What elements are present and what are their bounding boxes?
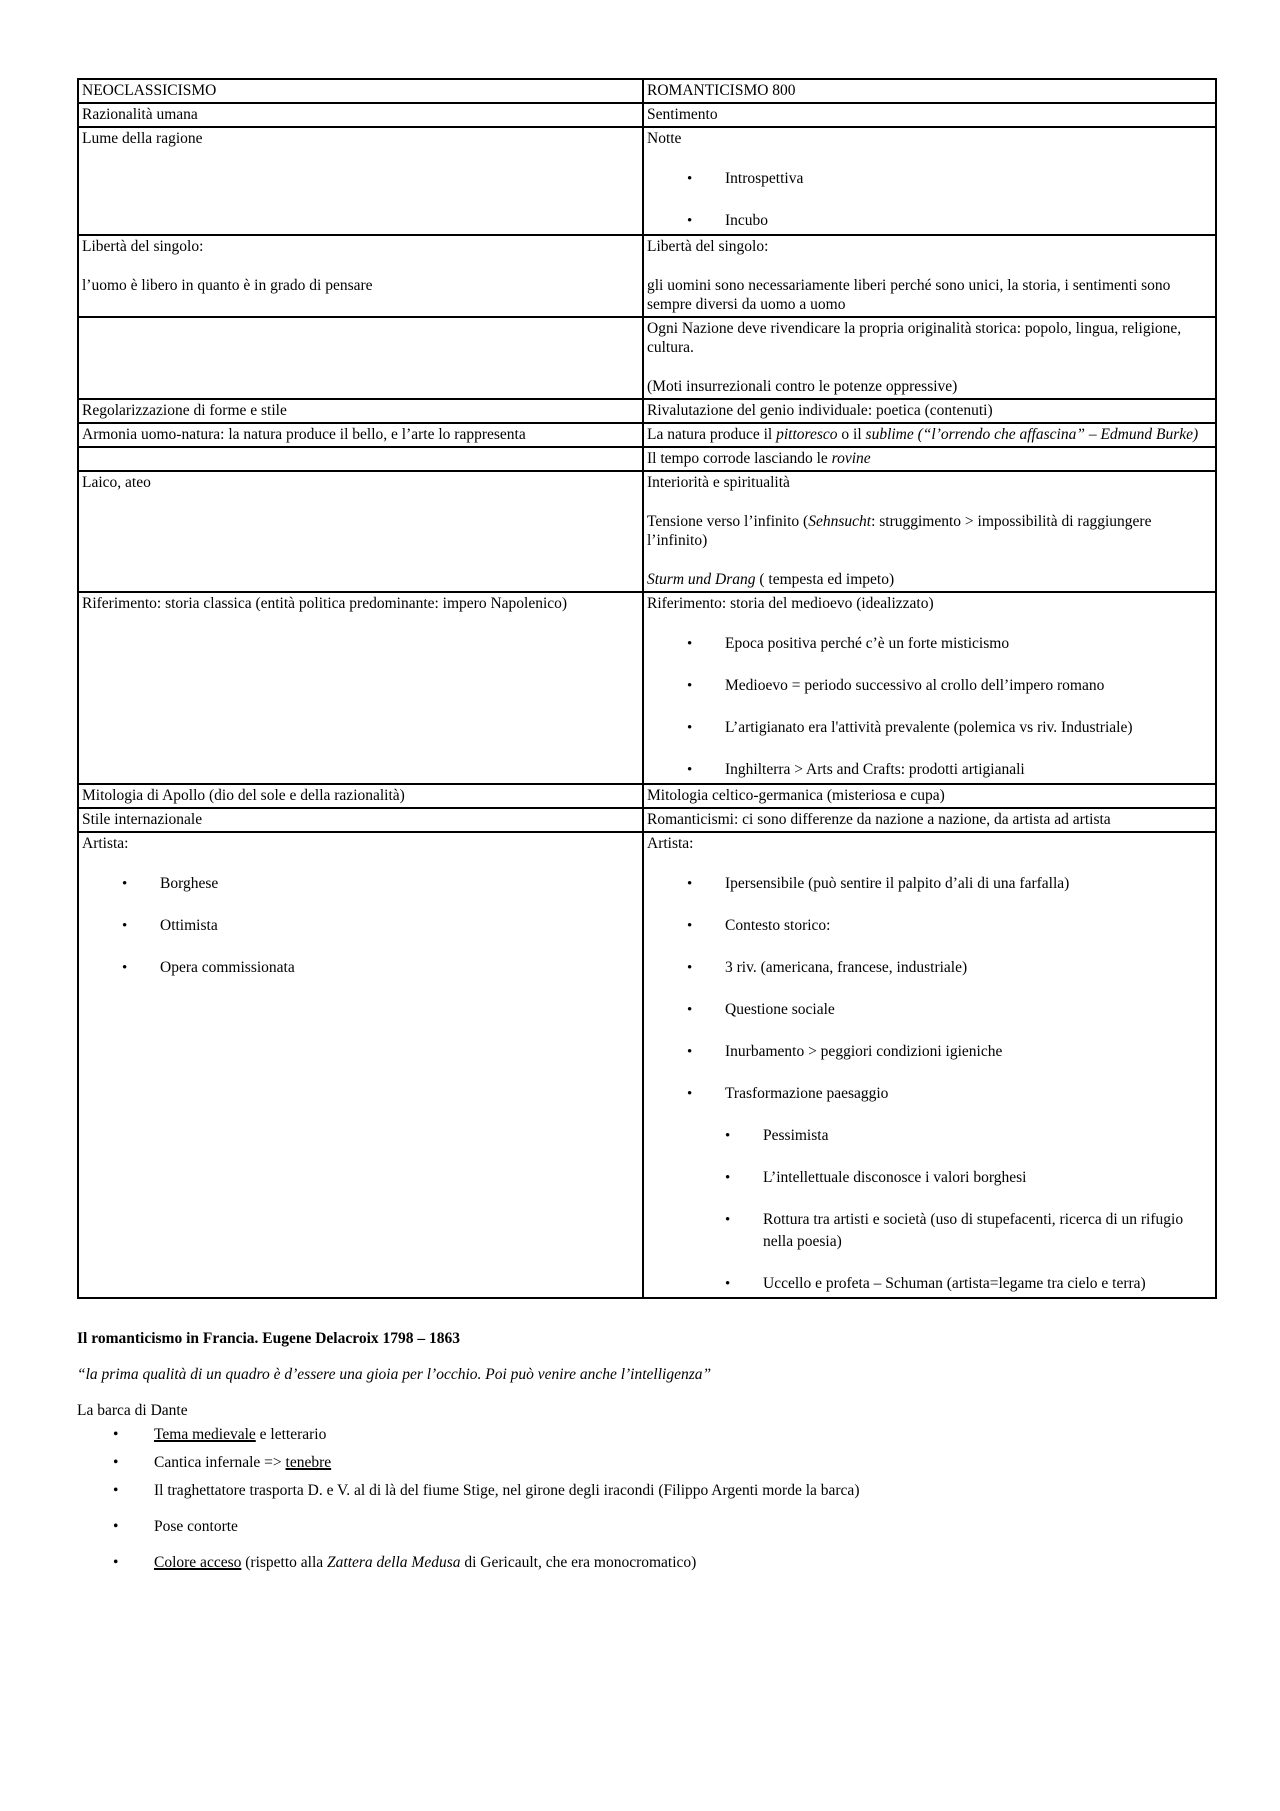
bullet-list [647,168,1212,232]
cell-right [643,592,1216,784]
table-row [78,808,1216,832]
text: ( tempesta ed impeto) [755,571,895,588]
cell-text [647,512,1212,550]
text: e letterario [255,1426,327,1443]
text: Cantica infernale => [154,1454,286,1471]
table-row [78,784,1216,808]
cell-text: gli uomini sono necessariamente liberi perché sono unici, la storia, i sentimenti sono sempre diversi da uomo a uomo [647,277,1171,313]
list-item: • Uccello e profeta – Schuman (artista=legame tra cielo e terra) [647,1273,1212,1295]
cell-text: Ogni Nazione deve rivendicare la propria originalità storica: popolo, lingua, religione, cultura. [647,320,1182,356]
cell-right [643,423,1216,447]
table-row [78,317,1216,399]
section-heading: Il romanticismo in Francia. Eugene Delacroix 1798 – 1863 [77,1330,461,1347]
table-row [78,235,1216,317]
quote: “la prima qualità di un quadro è d’essere una gioia per l’occhio. Poi può venire anche l’intelligenza” [77,1366,712,1383]
list-item [77,1553,1215,1573]
cell-left: Laico, ateo [78,471,643,592]
cell-text: Libertà del singolo: [647,238,769,255]
list-item: • 3 riv. (americana, francese, industriale) [647,957,1212,979]
cell-right [643,127,1216,235]
cell-right: Mitologia celtico-germanica (misteriosa e cupa) [643,784,1216,808]
table-row [78,103,1216,127]
text: La natura produce il [647,426,777,443]
header-romanticismo: ROMANTICISMO 800 [643,79,1216,103]
cell-title: Riferimento: storia del medioevo (idealizzato) [647,595,934,612]
list-item: • Introspettiva [647,168,1212,190]
cell-left: Razionalità umana [78,103,643,127]
cell-right: Sentimento [643,103,1216,127]
list-item: • Borghese [82,873,639,895]
cell-right: Romanticismi: ci sono differenze da nazione a nazione, da artista ad artista [643,808,1216,832]
text: di Gericault, che era monocromatico) [460,1554,697,1571]
bullet-list [82,873,639,979]
header-neoclassicismo: NEOCLASSICISMO [78,79,643,103]
cell-text: l’uomo è libero in quanto è in grado di pensare [82,277,373,294]
cell-title: Artista: [647,835,694,852]
table-row [78,399,1216,423]
italic-text: sublime (“l’orrendo che affascina” – Edmund Burke) [865,426,1199,443]
list-item: • Epoca positiva perché c’è un forte misticismo [647,633,1212,655]
list-item: • Il traghettatore trasporta D. e V. al di là del fiume Stige, nel girone degli iracondi (Filippo Argenti morde la barca) [77,1481,1215,1501]
bullet-list [647,873,1212,1105]
cell-title: Artista: [82,835,129,852]
text: Tensione verso l’infinito ( [647,513,809,530]
cell-right [643,471,1216,592]
list-item: • Trasformazione paesaggio [647,1083,1212,1105]
list-item: • Inghilterra > Arts and Crafts: prodotti artigianali [647,759,1212,781]
text: : struggimento > impossibilità di raggiungere l’infinito) [647,513,1152,549]
italic-text: Sehnsucht [808,513,872,530]
list-item: • Incubo [647,210,1212,232]
subtitle: La barca di Dante [77,1402,188,1419]
list-item: • L’intellettuale disconosce i valori borghesi [647,1167,1212,1189]
document [77,78,1215,1581]
bullet-list [647,633,1212,781]
cell-left: Lume della ragione [78,127,643,235]
cell-left [78,235,643,317]
list-item: • Ottimista [82,915,639,937]
cell-title: Notte [647,130,682,147]
list-item: • Rottura tra artisti e società (uso di stupefacenti, ricerca di un rifugio nella poesia) [647,1209,1212,1253]
cell-text: Libertà del singolo: [82,238,204,255]
cell-left-empty [78,447,643,471]
list-item: • Opera commissionata [82,957,639,979]
list-item: • Pessimista [647,1125,1212,1147]
italic-text: Zattera della Medusa [327,1554,461,1571]
cell-right: Rivalutazione del genio individuale: poetica (contenuti) [643,399,1216,423]
bullet-list [77,1425,1215,1573]
cell-right [643,317,1216,399]
list-item: • Ipersensibile (può sentire il palpito d’ali di una farfalla) [647,873,1212,895]
table-row [78,127,1216,235]
table-header-row [78,79,1216,103]
list-item: • Medioevo = periodo successivo al crollo dell’impero romano [647,675,1212,697]
underlined-text: Tema medievale [154,1426,256,1443]
list-item: • Contesto storico: [647,915,1212,937]
cell-left [78,832,643,1298]
cell-text: Interiorità e spiritualità [647,474,790,491]
list-item: • Inurbamento > peggiori condizioni igieniche [647,1041,1212,1063]
delacroix-section [77,1329,1215,1573]
list-item: • Questione sociale [647,999,1212,1021]
italic-text: rovine [831,450,871,467]
cell-left: Riferimento: storia classica (entità politica predominante: impero Napolenico) [78,592,643,784]
cell-left: Armonia uomo-natura: la natura produce il bello, e l’arte lo rappresenta [78,423,643,447]
cell-right [643,447,1216,471]
cell-left: Mitologia di Apollo (dio del sole e della razionalità) [78,784,643,808]
table-row [78,423,1216,447]
italic-text: Sturm und Drang [647,571,756,588]
table-row [78,592,1216,784]
cell-right [643,832,1216,1298]
cell-text: (Moti insurrezionali contro le potenze oppressive) [647,378,958,395]
list-item: • L’artigianato era l'attività prevalente (polemica vs riv. Industriale) [647,717,1212,739]
cell-right [643,235,1216,317]
italic-text: pittoresco [776,426,838,443]
text: o il [837,426,866,443]
table-row [78,471,1216,592]
text: (rispetto alla [241,1554,328,1571]
list-item [77,1425,1215,1445]
cell-left-empty [78,317,643,399]
table-row [78,447,1216,471]
cell-left: Stile internazionale [78,808,643,832]
cell-left: Regolarizzazione di forme e stile [78,399,643,423]
comparison-table [77,78,1217,1299]
underlined-text: Colore acceso [154,1554,242,1571]
table-row [78,832,1216,1298]
list-item [77,1453,1215,1473]
text: Il tempo corrode lasciando le [647,450,832,467]
cell-text [647,570,1212,589]
list-item: • Pose contorte [77,1517,1215,1537]
underlined-text: tenebre [285,1454,332,1471]
sub-bullet-list [647,1125,1212,1295]
